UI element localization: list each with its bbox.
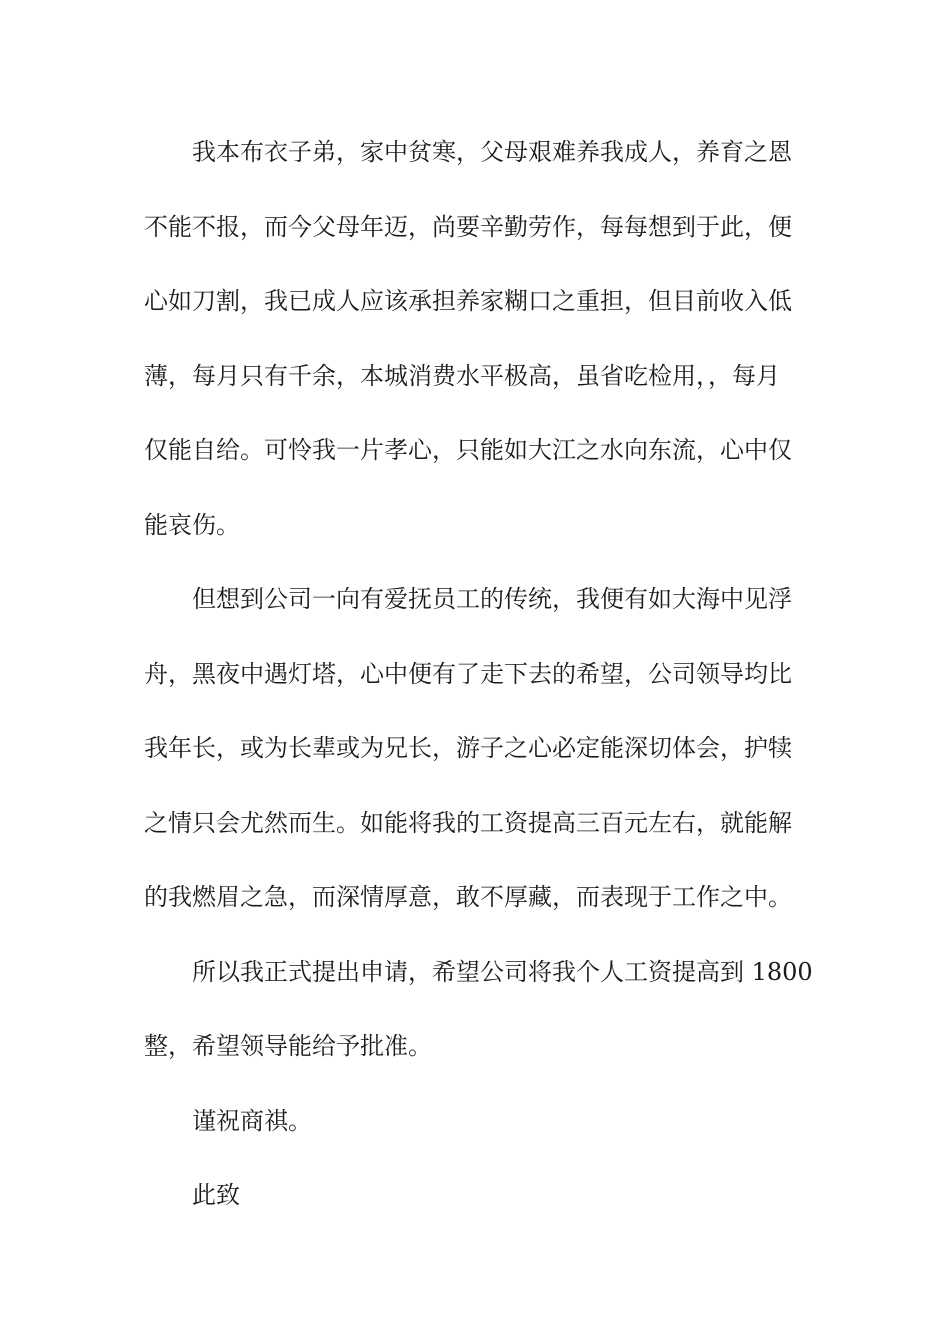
text-line: 我年长，或为长辈或为兄长，游子之心必定能深切体会，护犊 — [144, 734, 792, 762]
text-line: 薄，每月只有千余，本城消费水平极高，虽省吃检用，，每月 — [144, 361, 780, 390]
text-line: 舟，黑夜中遇灯塔，心中便有了走下去的希望，公司领导均比 — [144, 659, 792, 688]
paragraph-1 — [144, 115, 808, 562]
text-line: 心如刀割，我已成人应该承担养家糊口之重担，但目前收入低 — [144, 287, 792, 315]
closing-greeting — [144, 1084, 808, 1159]
text-line: 之情只会尤然而生。如能将我的工资提高三百元左右，就能解 — [144, 808, 792, 837]
text-line: 能哀伤。 — [144, 510, 240, 539]
text-line: 仅能自给。可怜我一片孝心，只能如大江之水向东流，心中仅 — [144, 436, 792, 464]
closing-salutation — [144, 1158, 808, 1233]
text-line: 谨祝商祺。 — [192, 1106, 312, 1135]
text-line: 的我燃眉之急，而深情厚意，敢不厚藏，而表现于工作之中。 — [144, 883, 792, 911]
text-line: 我本布衣子弟，家中贫寒，父母艰难养我成人，养育之恩 — [192, 138, 792, 166]
text-line: 不能不报，而今父母年迈，尚要辛勤劳作，每每想到于此，便 — [144, 212, 792, 241]
text-line: 但想到公司一向有爱抚员工的传统，我便有如大海中见浮 — [192, 585, 792, 613]
document-body — [144, 115, 813, 1233]
paragraph-2 — [144, 562, 808, 935]
text-line: 此致 — [192, 1181, 240, 1209]
text-line: 整，希望领导能给予批准。 — [144, 1032, 432, 1060]
paragraph-3 — [144, 935, 813, 1084]
text-line: 所以我正式提出申请，希望公司将我个人工资提高到 1800 — [192, 957, 813, 986]
